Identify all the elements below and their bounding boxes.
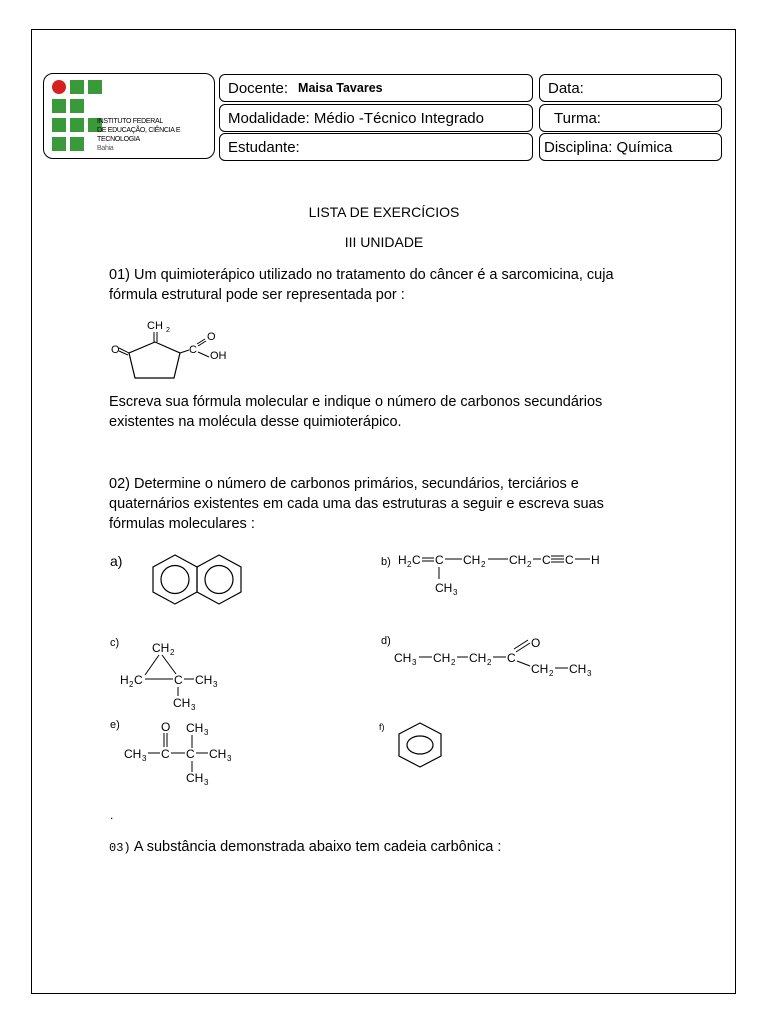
- struct-label: 3: [204, 778, 209, 787]
- turma-field: [539, 104, 722, 132]
- question-1-task-line: existentes na molécula desse quimioterápico.: [109, 414, 402, 430]
- struct-label: 2: [407, 560, 412, 569]
- question-3-number: 03): [109, 841, 131, 855]
- structure-b: [396, 549, 611, 597]
- institution-line-1: INSTITUTO FEDERAL: [97, 118, 163, 125]
- struct-label: 2: [487, 658, 492, 667]
- question-3: [109, 839, 501, 855]
- struct-label: C: [186, 747, 195, 761]
- question-1-line: fórmula estrutural pode ser representada por :: [109, 287, 405, 303]
- struct-label: C: [435, 553, 444, 567]
- modalidade-label: Modalidade: Médio -Técnico Integrado: [228, 109, 484, 127]
- struct-label: H: [591, 553, 600, 567]
- data-field: [539, 74, 722, 102]
- question-1-task-line: Escreva sua fórmula molecular e indique o número de carbonos secundários: [109, 394, 603, 410]
- struct-label: CH: [469, 651, 487, 665]
- item-d-label: d): [381, 635, 391, 647]
- modalidade-field: [219, 104, 533, 132]
- item-a-label: a): [110, 553, 123, 569]
- struct-label: C: [174, 673, 183, 687]
- struct-label: 3: [227, 754, 232, 763]
- item-e-label: e): [110, 719, 120, 731]
- estudante-label: Estudante:: [228, 138, 300, 156]
- question-3-text: A substância demonstrada abaixo tem cadeia carbônica :: [130, 839, 502, 855]
- struct-label: O: [207, 331, 216, 343]
- struct-label: C: [565, 553, 574, 567]
- struct-label: 2: [481, 560, 486, 569]
- docente-value: Maisa Tavares: [298, 81, 383, 95]
- docente-label: Docente:: [228, 79, 289, 97]
- struct-label: CH: [173, 696, 191, 710]
- struct-label: CH: [152, 641, 170, 655]
- institution-logo: [43, 73, 215, 159]
- structure-e: [122, 718, 247, 788]
- benzene-structure: [397, 721, 445, 771]
- question-1: [109, 265, 669, 305]
- struct-label: O: [531, 636, 541, 650]
- question-1-line: 01) Um quimioterápico utilizado no tratamento do câncer é a sarcomicina, cuja: [109, 267, 614, 283]
- struct-label: C: [542, 553, 551, 567]
- struct-label: C: [134, 673, 143, 687]
- struct-label: CH: [569, 662, 587, 676]
- struct-label: H: [120, 673, 129, 687]
- struct-label: CH: [531, 662, 549, 676]
- struct-label: CH: [463, 553, 481, 567]
- disciplina-field: [539, 133, 722, 161]
- item-b-label: b): [381, 556, 391, 568]
- struct-label: CH: [509, 553, 527, 567]
- item-f-label: f): [379, 722, 385, 732]
- stray-dot: .: [110, 808, 114, 822]
- struct-label: C: [412, 553, 421, 567]
- struct-label: 2: [451, 658, 456, 667]
- struct-label: 3: [453, 588, 458, 597]
- institution-line-3: Bahia: [97, 145, 114, 152]
- struct-label: OH: [210, 350, 227, 362]
- question-2-line: fórmulas moleculares :: [109, 516, 255, 532]
- struct-label: CH: [147, 320, 163, 332]
- question-2-line: quaternários existentes em cada uma das estruturas a seguir e escreva suas: [109, 496, 604, 512]
- struct-label: 2: [170, 648, 175, 657]
- struct-label: 2: [549, 669, 554, 678]
- institution-name: [97, 117, 214, 153]
- document-subtitle: III UNIDADE: [344, 234, 424, 250]
- document-title: LISTA DE EXERCÍCIOS: [308, 204, 460, 220]
- struct-label: CH: [124, 747, 142, 761]
- struct-label: O: [161, 720, 171, 734]
- institution-line-2: DE EDUCAÇÃO, CIÊNCIA E TECNOLOGIA: [97, 127, 181, 143]
- struct-label: 3: [587, 669, 592, 678]
- struct-label: CH: [394, 651, 412, 665]
- question-1-task: [109, 392, 669, 432]
- struct-label: 2: [166, 327, 170, 334]
- docente-field: [219, 74, 533, 102]
- struct-label: CH: [435, 581, 453, 595]
- struct-label: O: [111, 344, 120, 356]
- struct-label: 2: [527, 560, 532, 569]
- struct-label: 3: [191, 703, 196, 712]
- struct-label: C: [507, 651, 516, 665]
- data-label: Data:: [548, 79, 584, 97]
- question-2: [109, 474, 669, 534]
- naphthalene-structure: [148, 552, 248, 608]
- sarcomicina-structure: [105, 315, 245, 390]
- struct-label: H: [398, 553, 407, 567]
- struct-label: C: [189, 344, 197, 356]
- struct-label: 3: [204, 728, 209, 737]
- struct-label: CH: [433, 651, 451, 665]
- structure-c: [118, 638, 228, 710]
- struct-label: CH: [195, 673, 213, 687]
- struct-label: 2: [129, 680, 134, 689]
- struct-label: C: [161, 747, 170, 761]
- struct-label: CH: [186, 771, 204, 785]
- question-2-line: 02) Determine o número de carbonos primários, secundários, terciários e: [109, 476, 579, 492]
- struct-label: 3: [142, 754, 147, 763]
- struct-label: CH: [186, 721, 204, 735]
- struct-label: 3: [412, 658, 417, 667]
- estudante-field: [219, 133, 533, 161]
- struct-label: CH: [209, 747, 227, 761]
- struct-label: 3: [213, 680, 218, 689]
- disciplina-label: Disciplina: Química: [544, 138, 673, 156]
- structure-d: [392, 634, 597, 682]
- turma-label: Turma:: [554, 109, 601, 127]
- item-c-label: c): [110, 637, 120, 649]
